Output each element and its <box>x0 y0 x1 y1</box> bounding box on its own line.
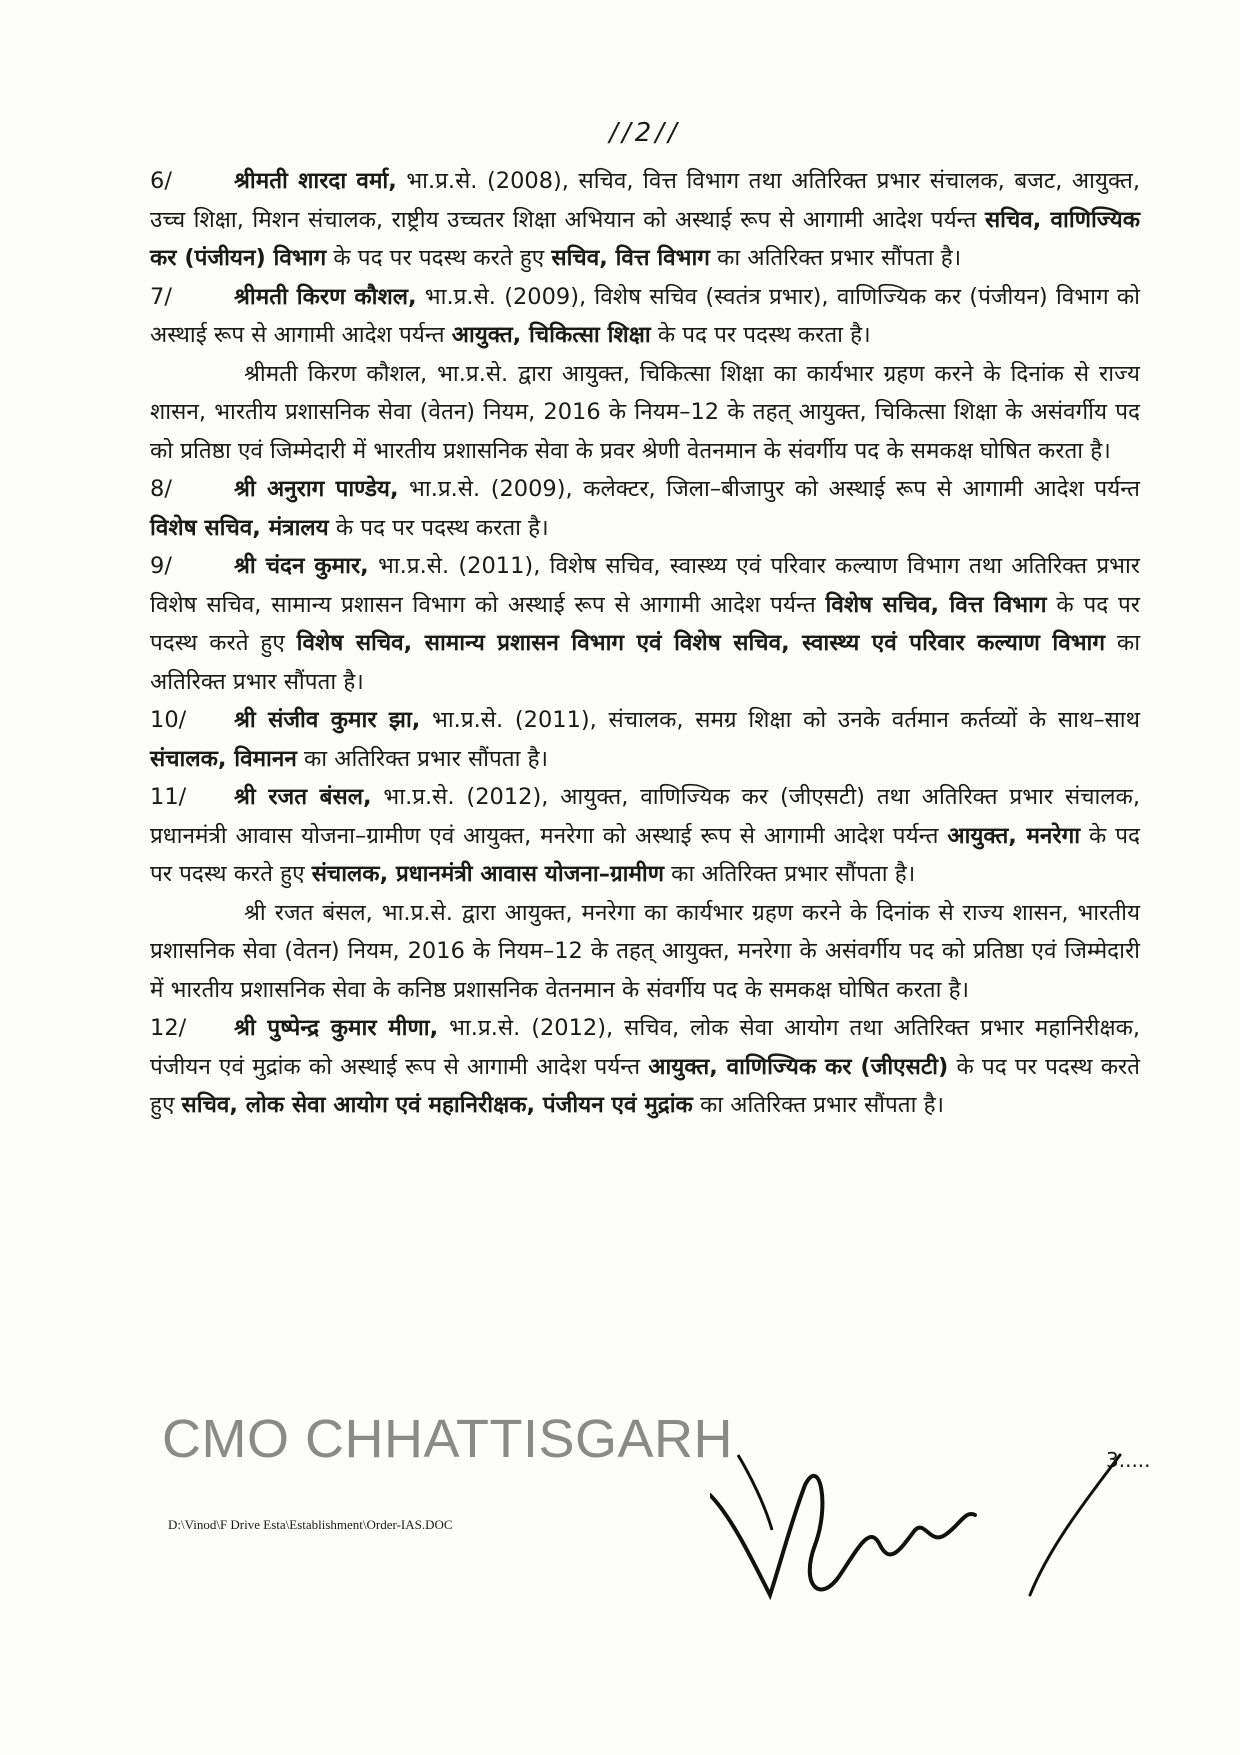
text-segment: भा.प्र.से. (2009), विशेष सचिव (स्वतंत्र प्रभार), वाणिज्यिक कर (पंजीयन) विभाग को अस्थाई रूप से आगामी आदेश पर्यन्त <box>150 283 1140 348</box>
text-segment: का अतिरिक्त प्रभार सौंपता है। <box>150 630 1141 695</box>
text-segment: के पद पर पदस्थ करते हुए <box>326 245 552 271</box>
text-segment: भा.प्र.से. (2012), आयुक्त, वाणिज्यिक कर (जीएसटी) तथा अतिरिक्त प्रभार संचालक, प्रधानमंत्री आवास योजना–ग्रामीण एवं आयुक्त, मनरेगा को अस्थाई रूप से आगामी आदेश पर्यन्त <box>150 784 1140 849</box>
paragraph <box>150 1009 1140 1125</box>
file-path: D:\Vinod\F Drive Esta\Establishment\Order-IAS.DOC <box>168 1517 453 1532</box>
bold-text-segment: विशेष सचिव, मंत्रालय <box>150 514 329 541</box>
paragraph <box>150 547 1140 701</box>
bold-text-segment: संचालक, विमानन <box>150 745 297 772</box>
paragraph <box>150 701 1140 778</box>
officer-name: श्रीमती शारदा वर्मा, <box>234 168 397 194</box>
paragraph-number: 10/ <box>150 707 187 733</box>
paragraph <box>150 355 1140 471</box>
text-segment: का अतिरिक्त प्रभार सौंपता है। <box>692 1092 945 1118</box>
officer-name: श्री संजीव कुमार झा, <box>234 707 421 733</box>
page-number: //2// <box>609 118 681 148</box>
continued-marker: 3..... <box>1106 1448 1151 1472</box>
text-segment: श्रीमती किरण कौशल, भा.प्र.से. द्वारा आयुक्त, चिकित्सा शिक्षा का कार्यभार ग्रहण करने के दिनांक से राज्य शासन, भारतीय प्रशासनिक सेवा (वेतन) नियम, 2016 के नियम–12 के तहत् आयुक्त, चिकित्सा शिक्षा के असंवर्गीय पद को प्रतिष्ठा एवं जिम्मेदारी में भारतीय प्रशासनिक सेवा के प्रवर श्रेणी वेतनमान के संवर्गीय पद के समकक्ष घोषित करता है। <box>150 360 1140 464</box>
paragraph-number: 7/ <box>150 283 172 310</box>
text-segment: के पद पर पदस्थ करते हुए <box>150 822 1140 887</box>
officer-name: श्रीमती किरण कौशल, <box>234 283 417 310</box>
text-segment: के पद पर पदस्थ करता है। <box>650 322 871 348</box>
signature-icon <box>710 1435 1130 1635</box>
watermark: CMO CHHATTISGARH <box>162 1409 733 1469</box>
paragraph-list <box>150 162 1140 1125</box>
text-segment: भा.प्र.से. (2011), संचालक, समग्र शिक्षा को उनके वर्तमान कर्तव्यों के साथ–साथ <box>420 707 1141 733</box>
bold-text-segment: विशेष सचिव, सामान्य प्रशासन विभाग एवं विशेष सचिव, स्वास्थ्य एवं परिवार कल्याण विभाग <box>296 630 1106 656</box>
paragraph <box>150 470 1140 547</box>
text-segment: का अतिरिक्त प्रभार सौंपता है। <box>664 861 916 887</box>
paragraph <box>150 894 1140 1010</box>
officer-name: श्री चंदन कुमार, <box>234 553 369 579</box>
text-segment: का अतिरिक्त प्रभार सौंपता है। <box>296 745 549 772</box>
bold-text-segment: सचिव, लोक सेवा आयोग एवं महानिरीक्षक, पंजीयन एवं मुद्रांक <box>181 1092 693 1118</box>
document-page <box>150 118 1140 1125</box>
bold-text-segment: आयुक्त, मनरेगा <box>947 822 1081 849</box>
paragraph-number: 11/ <box>150 784 187 810</box>
text-segment: के पद पर पदस्थ करता है। <box>328 514 549 541</box>
paragraph-number: 9/ <box>150 553 172 579</box>
bold-text-segment: विशेष सचिव, वित्त विभाग <box>825 591 1047 618</box>
officer-name: श्री पुष्पेन्द्र कुमार मीणा, <box>234 1015 439 1041</box>
paragraph-number: 8/ <box>150 476 172 502</box>
paragraph <box>150 278 1140 355</box>
officer-name: श्री रजत बंसल, <box>234 784 372 810</box>
paragraph <box>150 778 1140 894</box>
text-segment: का अतिरिक्त प्रभार सौंपता है। <box>709 245 962 271</box>
text-segment: भा.प्र.से. (2011), विशेष सचिव, स्वास्थ्य एवं परिवार कल्याण विभाग तथा अतिरिक्त प्रभार विशेष सचिव, सामान्य प्रशासन विभाग को अस्थाई रूप से आगामी आदेश पर्यन्त <box>150 553 1140 618</box>
text-segment: भा.प्र.से. (2012), सचिव, लोक सेवा आयोग तथा अतिरिक्त प्रभार महानिरीक्षक, पंजीयन एवं मुद्रांक को अस्थाई रूप से आगामी आदेश पर्यन्त <box>150 1015 1141 1080</box>
bold-text-segment: आयुक्त, चिकित्सा शिक्षा <box>451 322 651 348</box>
text-segment: श्री रजत बंसल, भा.प्र.से. द्वारा आयुक्त, मनरेगा का कार्यभार ग्रहण करने के दिनांक से राज्य शासन, भारतीय प्रशासनिक सेवा (वेतन) नियम, 2016 के नियम–12 के तहत् आयुक्त, मनरेगा के असंवर्गीय पद को प्रतिष्ठा एवं जिम्मेदारी में भारतीय प्रशासनिक सेवा के कनिष्ठ प्रशासनिक वेतनमान के संवर्गीय पद के समकक्ष घोषित करता है। <box>150 899 1140 1003</box>
paragraph-number: 12/ <box>150 1015 187 1041</box>
bold-text-segment: सचिव, वित्त विभाग <box>551 245 710 271</box>
text-segment: भा.प्र.से. (2008), सचिव, वित्त विभाग तथा अतिरिक्त प्रभार संचालक, बजट, आयुक्त, उच्च शिक्षा, मिशन संचालक, राष्ट्रीय उच्चतर शिक्षा अभियान को अस्थाई रूप से आगामी आदेश पर्यन्त <box>150 168 1140 233</box>
paragraph-number: 6/ <box>150 168 172 194</box>
bold-text-segment: आयुक्त, वाणिज्यिक कर (जीएसटी) <box>648 1053 949 1080</box>
text-segment: के पद पर पदस्थ करते हुए <box>150 591 1140 656</box>
text-segment: के पद पर पदस्थ करते हुए <box>150 1053 1141 1118</box>
bold-text-segment: संचालक, प्रधानमंत्री आवास योजना–ग्रामीण <box>311 861 665 887</box>
officer-name: श्री अनुराग पाण्डेय, <box>234 476 399 502</box>
paragraph <box>150 162 1140 278</box>
text-segment: भा.प्र.से. (2009), कलेक्टर, जिला–बीजापुर को अस्थाई रूप से आगामी आदेश पर्यन्त <box>398 476 1140 502</box>
bold-text-segment: सचिव, वाणिज्यिक कर (पंजीयन) विभाग <box>150 206 1141 271</box>
